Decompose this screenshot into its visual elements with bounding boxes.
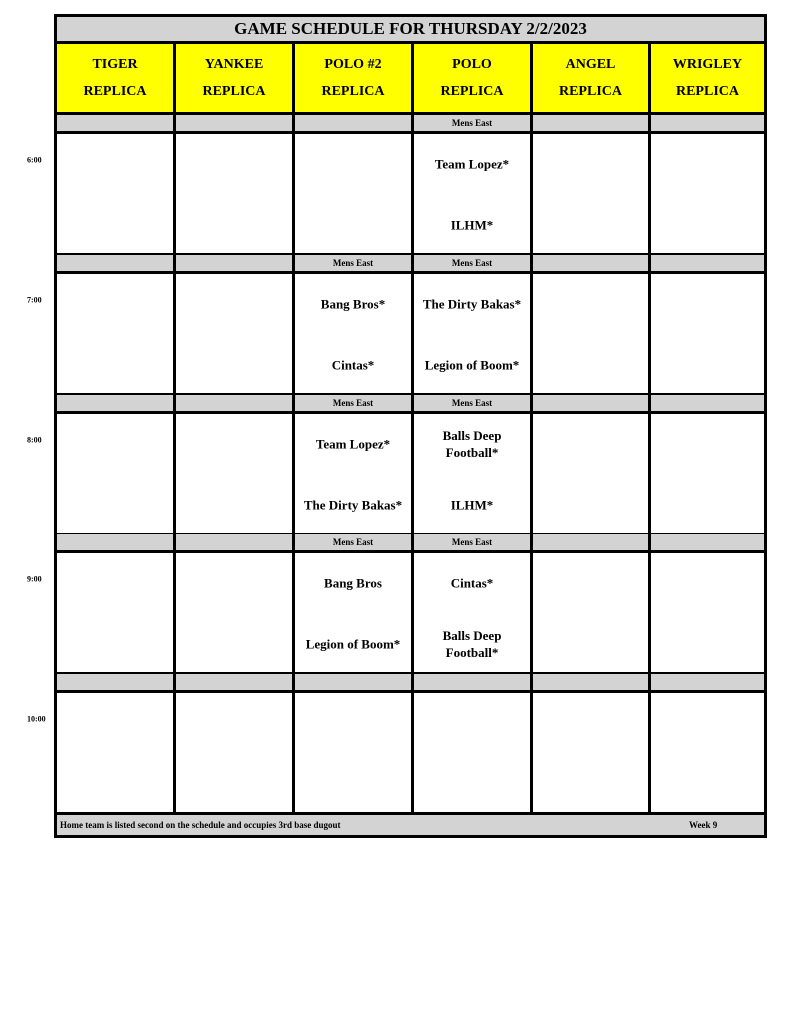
schedule-table xyxy=(54,14,767,838)
game-cell xyxy=(295,553,411,672)
game-cell xyxy=(295,134,411,253)
division-label xyxy=(533,534,648,550)
home-team-note: Home team is listed second on the schedule and occupies 3rd base dugout xyxy=(60,820,341,830)
game-cell xyxy=(533,553,648,672)
game-cell xyxy=(57,274,173,393)
field-name: WRIGLEY xyxy=(672,57,743,72)
game-cell xyxy=(414,553,530,672)
schedule-title: GAME SCHEDULE FOR THURSDAY 2/2/2023 xyxy=(57,17,764,41)
home-team: ILHM* xyxy=(450,497,494,513)
division-label xyxy=(295,674,411,690)
division-label xyxy=(295,115,411,131)
division-label xyxy=(57,255,173,271)
time-label: 10:00 xyxy=(27,714,46,724)
division-label: Mens East xyxy=(414,534,530,550)
game-cell xyxy=(651,693,764,812)
field-type: REPLICA xyxy=(675,84,739,99)
home-team: Cintas* xyxy=(331,357,375,373)
game-cell xyxy=(533,134,648,253)
division-label xyxy=(533,115,648,131)
field-name: POLO xyxy=(452,57,492,72)
field-header xyxy=(414,44,530,112)
time-label: 7:00 xyxy=(27,295,42,305)
division-label xyxy=(57,395,173,411)
division-label xyxy=(651,395,764,411)
field-header xyxy=(651,44,764,112)
home-team: The Dirty Bakas* xyxy=(303,497,403,513)
field-type: REPLICA xyxy=(440,84,504,99)
division-label xyxy=(176,115,292,131)
division-label xyxy=(533,255,648,271)
time-label: 9:00 xyxy=(27,574,42,584)
game-cell xyxy=(651,553,764,672)
field-name: YANKEE xyxy=(204,57,264,72)
field-name: POLO #2 xyxy=(324,57,382,72)
home-team: Legion of Boom* xyxy=(305,636,401,652)
division-label xyxy=(176,534,292,550)
game-cell xyxy=(295,693,411,812)
division-label: Mens East xyxy=(414,115,530,131)
game-cell xyxy=(176,553,292,672)
visiting-team: The Dirty Bakas* xyxy=(422,296,522,312)
division-label xyxy=(176,255,292,271)
field-type: REPLICA xyxy=(321,84,385,99)
field-type: REPLICA xyxy=(202,84,266,99)
game-cell xyxy=(176,274,292,393)
division-label xyxy=(651,115,764,131)
time-label: 8:00 xyxy=(27,435,42,445)
game-cell xyxy=(57,553,173,672)
time-label: 6:00 xyxy=(27,155,42,165)
division-label: Mens East xyxy=(295,534,411,550)
game-cell xyxy=(414,414,530,533)
division-label xyxy=(57,674,173,690)
week-label: Week 9 xyxy=(689,820,718,830)
game-cell xyxy=(176,414,292,533)
visiting-team: Bang Bros xyxy=(324,575,382,591)
field-name: TIGER xyxy=(92,57,138,72)
division-label xyxy=(176,395,292,411)
game-cell xyxy=(295,274,411,393)
game-cell xyxy=(57,414,173,533)
division-label xyxy=(533,674,648,690)
game-cell xyxy=(651,134,764,253)
visiting-team: Bang Bros* xyxy=(320,296,386,312)
game-cell xyxy=(57,693,173,812)
game-cell xyxy=(414,274,530,393)
visiting-team: Cintas* xyxy=(450,575,494,591)
field-header xyxy=(176,44,292,112)
division-label xyxy=(176,674,292,690)
game-cell xyxy=(414,693,530,812)
visiting-team: Balls Deep Football* xyxy=(442,428,502,460)
division-label: Mens East xyxy=(295,395,411,411)
visiting-team: Team Lopez* xyxy=(315,436,391,452)
division-label xyxy=(651,674,764,690)
division-label xyxy=(57,534,173,550)
footer-bar xyxy=(57,815,764,835)
game-cell xyxy=(533,274,648,393)
field-type: REPLICA xyxy=(83,84,147,99)
field-header xyxy=(295,44,411,112)
division-label xyxy=(651,534,764,550)
division-label: Mens East xyxy=(295,255,411,271)
field-header xyxy=(533,44,648,112)
division-label xyxy=(57,115,173,131)
field-header xyxy=(57,44,173,112)
division-label: Mens East xyxy=(414,255,530,271)
division-label xyxy=(651,255,764,271)
game-cell xyxy=(295,414,411,533)
home-team: Balls Deep Football* xyxy=(442,628,502,660)
game-cell xyxy=(414,134,530,253)
game-cell xyxy=(176,134,292,253)
division-label xyxy=(533,395,648,411)
home-team: ILHM* xyxy=(450,217,494,233)
visiting-team: Team Lopez* xyxy=(434,156,510,172)
game-cell xyxy=(57,134,173,253)
game-cell xyxy=(651,414,764,533)
division-label xyxy=(414,674,530,690)
game-cell xyxy=(651,274,764,393)
home-team: Legion of Boom* xyxy=(424,357,520,373)
field-type: REPLICA xyxy=(558,84,622,99)
game-cell xyxy=(533,414,648,533)
game-cell xyxy=(533,693,648,812)
field-name: ANGEL xyxy=(565,57,616,72)
division-label: Mens East xyxy=(414,395,530,411)
game-cell xyxy=(176,693,292,812)
